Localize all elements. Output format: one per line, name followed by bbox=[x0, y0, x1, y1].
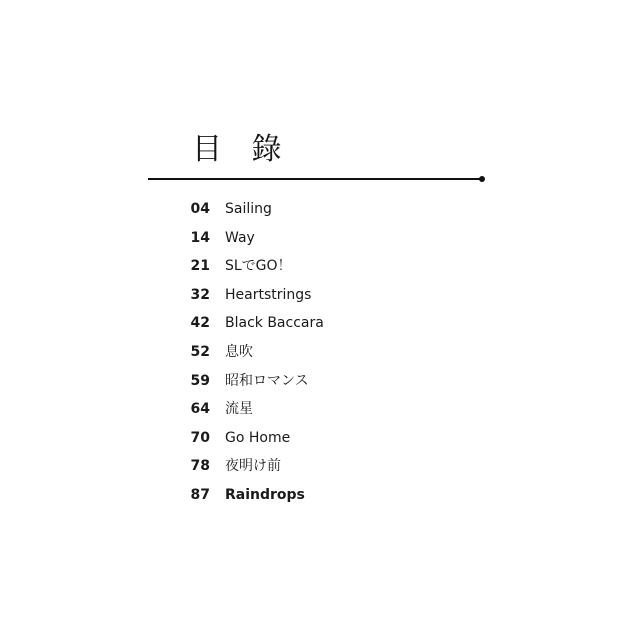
entry-title: 流星 bbox=[225, 401, 253, 418]
list-item bbox=[180, 454, 440, 483]
list-item bbox=[180, 311, 440, 340]
list-item bbox=[180, 483, 440, 512]
title-underline bbox=[148, 178, 482, 180]
entry-title: Way bbox=[225, 229, 255, 246]
entry-page-number: 14 bbox=[190, 229, 210, 246]
list-item bbox=[180, 369, 440, 398]
list-item bbox=[180, 197, 440, 226]
entry-title: Black Baccara bbox=[225, 315, 324, 332]
entry-title: 昭和ロマンス bbox=[225, 372, 309, 389]
entry-page-number: 64 bbox=[190, 401, 210, 418]
entry-page-number: 42 bbox=[190, 315, 210, 332]
entry-page-number: 04 bbox=[190, 201, 210, 217]
entry-page-number: 78 bbox=[190, 458, 210, 475]
list-item bbox=[180, 283, 440, 312]
list-item bbox=[180, 226, 440, 255]
list-item bbox=[180, 340, 440, 369]
entry-page-number: 70 bbox=[190, 429, 210, 446]
entry-title: SLでGO！ bbox=[225, 258, 292, 275]
underline-end-dot bbox=[479, 176, 485, 182]
entry-page-number: 52 bbox=[190, 343, 210, 360]
list-item bbox=[180, 426, 440, 455]
entry-page-number: 59 bbox=[190, 372, 210, 389]
list-item bbox=[180, 397, 440, 426]
entry-title: 息吹 bbox=[225, 343, 253, 360]
entry-title: Heartstrings bbox=[225, 286, 312, 303]
entry-title: 夜明け前 bbox=[225, 458, 281, 475]
page-title: 目 錄 bbox=[192, 132, 292, 167]
entry-title: Raindrops bbox=[225, 486, 305, 503]
entry-page-number: 21 bbox=[190, 258, 210, 275]
entry-title: Go Home bbox=[225, 429, 291, 446]
contents-list bbox=[180, 197, 440, 512]
entry-page-number: 32 bbox=[190, 286, 210, 303]
entry-page-number: 87 bbox=[190, 486, 210, 503]
entry-title: Sailing bbox=[225, 201, 272, 217]
list-item bbox=[180, 254, 440, 283]
